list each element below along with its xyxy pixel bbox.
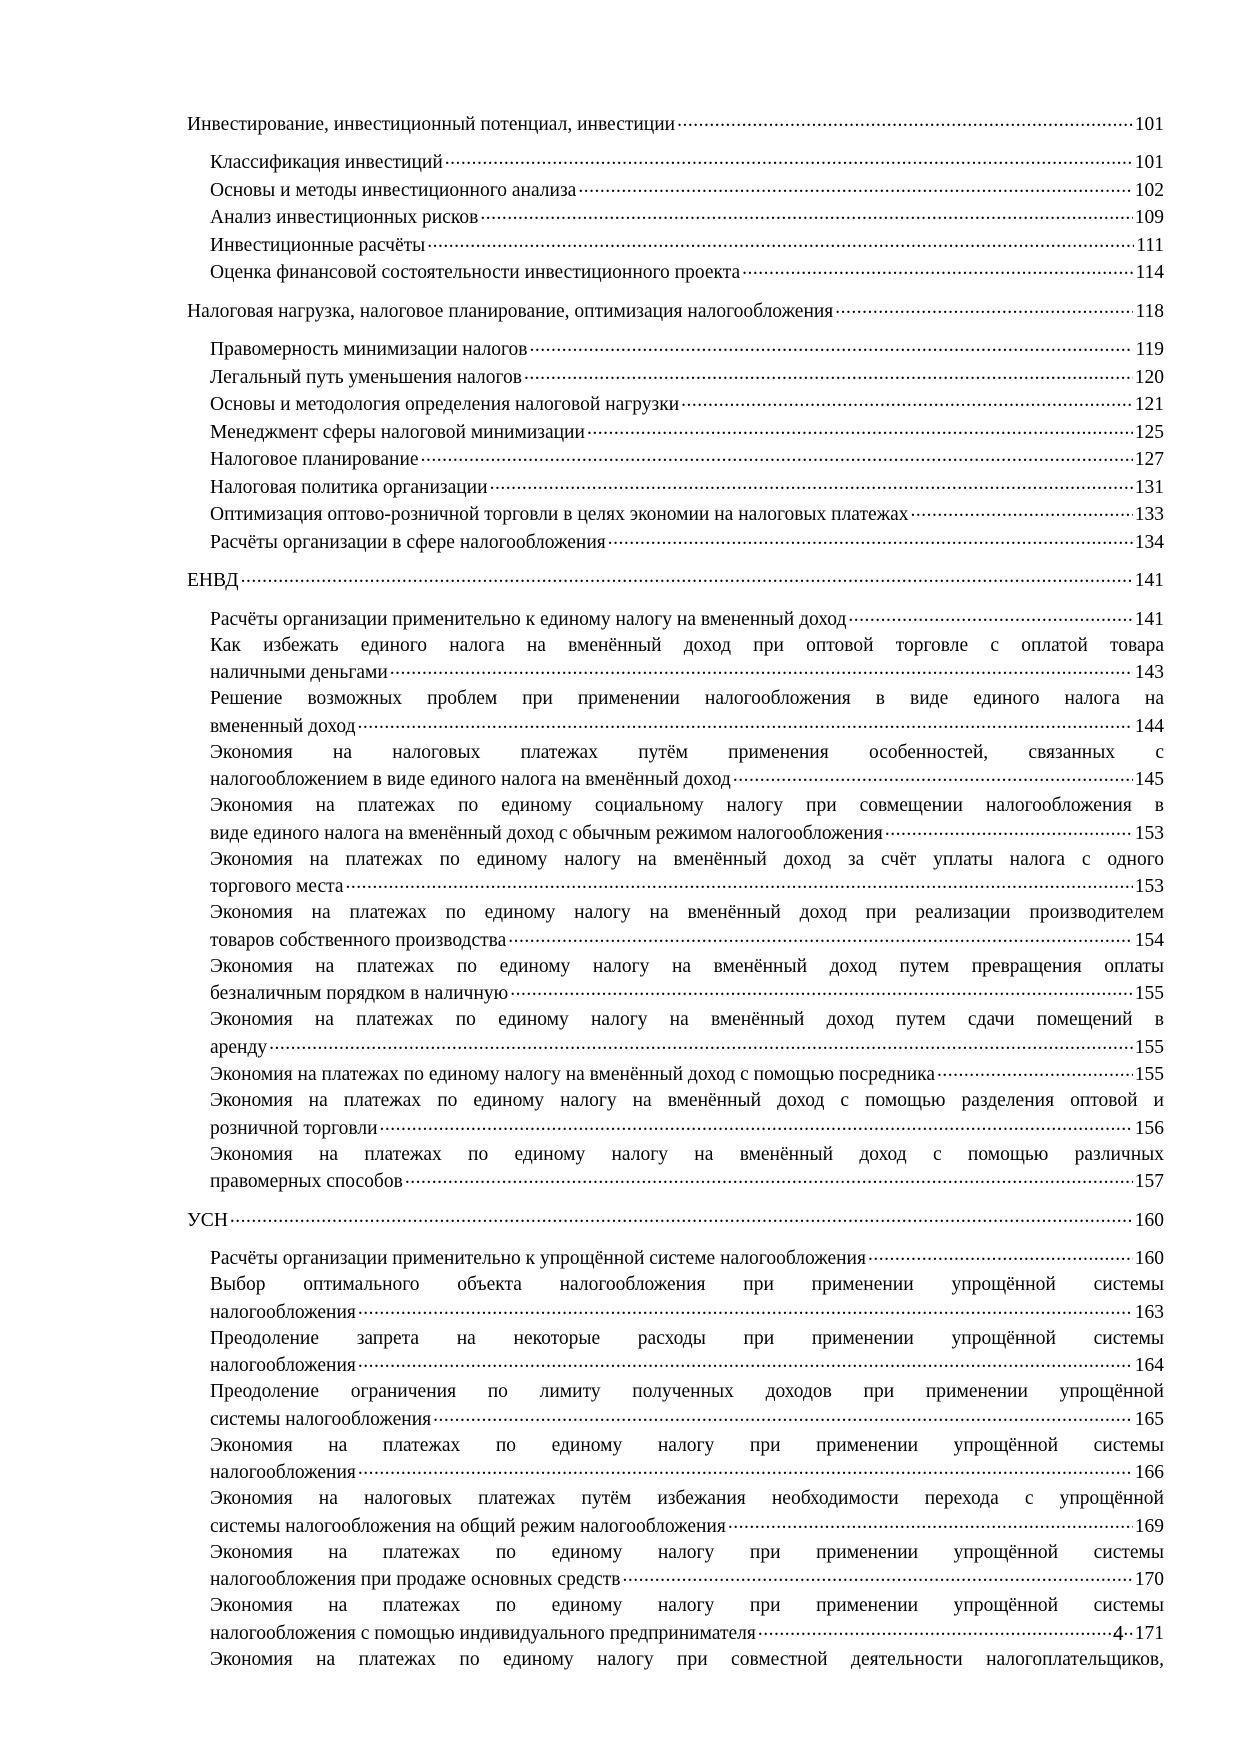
toc-entry-lead-line: Экономия на платежах по единому налогу при применении упрощённой системы <box>210 1541 1164 1563</box>
toc-page-number: 153 <box>1134 876 1164 897</box>
toc-entry[interactable] <box>187 793 1164 847</box>
toc-entry-title: налогообложения при продаже основных средств <box>210 1569 621 1590</box>
toc-entry-title: налогообложения <box>210 1355 356 1376</box>
toc-entry[interactable] <box>187 633 1164 687</box>
toc-leader-dots <box>445 149 1133 169</box>
toc-leader-dots <box>885 819 1133 839</box>
toc-entry[interactable] <box>187 1540 1164 1594</box>
toc-leader-dots <box>358 1298 1133 1318</box>
toc-section[interactable] <box>187 297 1164 325</box>
toc-page-number: 111 <box>1136 234 1164 256</box>
toc-leader-dots <box>937 1061 1133 1081</box>
toc-leader-dots <box>623 1566 1133 1586</box>
toc-page-number: 166 <box>1134 1462 1164 1483</box>
toc-entry-title: Основы и методология определения налоговой нагрузки <box>210 394 680 415</box>
toc-page-number: 133 <box>1134 504 1164 525</box>
toc-section[interactable] <box>187 1206 1164 1234</box>
toc-entry-lead-line: Экономия на налоговых платежах путём применения особенностей, связанных с <box>210 741 1164 763</box>
toc-entry[interactable] <box>187 740 1164 794</box>
toc-entry-title: аренду <box>210 1036 268 1058</box>
toc-entry[interactable] <box>187 391 1164 419</box>
toc-page-number: 153 <box>1134 822 1164 844</box>
toc-page-number: 109 <box>1134 207 1164 228</box>
toc-page-number: 145 <box>1134 769 1164 790</box>
toc-page-number: 163 <box>1134 1301 1164 1323</box>
toc-page-number: 155 <box>1134 983 1164 1004</box>
toc-entry-lead-line: Выбор оптимального объекта налогообложения при применении упрощённой системы <box>210 1274 1164 1295</box>
toc-leader-dots <box>390 659 1133 679</box>
toc-page-number: 154 <box>1134 929 1164 951</box>
toc-leader-dots <box>358 1352 1133 1372</box>
toc-entry[interactable] <box>187 1088 1164 1142</box>
toc-entry[interactable] <box>187 1593 1164 1647</box>
toc-entry[interactable] <box>187 259 1164 287</box>
toc-entry-lead-line: Экономия на платежах по единому налогу на вменённый доход с помощью разделения оптовой и <box>210 1090 1164 1111</box>
toc-entry-title: Анализ инвестиционных рисков <box>210 207 479 228</box>
toc-entry-lead-line: Преодоление ограничения по лимиту полученных доходов при применении упрощённой <box>210 1381 1164 1402</box>
toc-leader-dots <box>728 1512 1133 1532</box>
toc-entry-lead-line: Преодоление запрета на некоторые расходы при применении упрощённой системы <box>210 1327 1164 1349</box>
toc-leader-dots <box>480 204 1132 224</box>
toc-page-number: 141 <box>1134 608 1164 630</box>
toc-entry[interactable] <box>187 446 1164 474</box>
toc-leader-dots <box>578 176 1132 196</box>
toc-entry-title: розничной торговли <box>210 1117 378 1139</box>
toc-entry[interactable] <box>187 418 1164 446</box>
toc-entry-title: Правомерность минимизации налогов <box>210 339 528 360</box>
toc-entry-lead-line: Экономия на платежах по единому социальному налогу при совмещении налогообложения в <box>210 795 1164 816</box>
table-of-contents <box>187 110 1164 1673</box>
toc-entry[interactable] <box>187 686 1164 740</box>
toc-entry-title: Экономия на платежах по единому налогу на вменённый доход с помощью посредника <box>210 1064 935 1085</box>
toc-page-number: 101 <box>1134 152 1164 173</box>
toc-leader-dots <box>911 501 1133 521</box>
toc-page-number: 119 <box>1135 339 1164 360</box>
toc-leader-dots <box>346 873 1133 893</box>
toc-page-number: 160 <box>1134 1248 1164 1269</box>
toc-entry-title: торгового места <box>210 876 344 897</box>
toc-leader-dots <box>241 567 1133 587</box>
toc-leader-dots <box>529 336 1133 356</box>
toc-entry[interactable] <box>187 149 1164 177</box>
toc-entry-lead-line: Экономия на налоговых платежах путём избежания необходимости перехода с упрощённой <box>210 1488 1164 1509</box>
toc-page-number: 143 <box>1134 662 1164 683</box>
toc-page-number: 141 <box>1134 570 1164 591</box>
toc-page-number: 101 <box>1134 113 1164 135</box>
toc-page-number: 114 <box>1135 262 1164 283</box>
toc-page-number: 125 <box>1134 421 1164 443</box>
toc-entry[interactable] <box>187 1142 1164 1196</box>
toc-leader-dots <box>742 259 1133 279</box>
toc-entry-title: налогообложения <box>210 1462 356 1483</box>
toc-entry[interactable] <box>187 1007 1164 1061</box>
toc-entry[interactable] <box>187 1647 1164 1673</box>
toc-entry-title: Расчёты организации применительно к единому налогу на вмененный доход <box>210 608 847 630</box>
toc-section[interactable] <box>187 567 1164 595</box>
toc-leader-dots <box>677 110 1133 130</box>
toc-page-number: 155 <box>1134 1036 1164 1058</box>
toc-leader-dots <box>269 1033 1133 1053</box>
toc-entry[interactable] <box>187 363 1164 391</box>
toc-entry[interactable] <box>187 1272 1164 1326</box>
toc-section[interactable] <box>187 110 1164 138</box>
toc-leader-dots <box>405 1168 1133 1188</box>
toc-page-number: 164 <box>1134 1355 1164 1376</box>
toc-entry[interactable] <box>187 1245 1164 1273</box>
toc-page-number: 165 <box>1134 1408 1164 1430</box>
toc-entry-title: Легальный путь уменьшения налогов <box>210 366 522 388</box>
toc-page-number: 127 <box>1134 449 1164 470</box>
toc-entry-title: виде единого налога на вменённый доход с обычным режимом налогообложения <box>210 822 883 844</box>
toc-page-number: 156 <box>1134 1117 1164 1139</box>
toc-entry-title: налогообложением в виде единого налога на вменённый доход <box>210 769 731 790</box>
toc-page-number: 171 <box>1134 1622 1164 1644</box>
toc-page-number: 144 <box>1134 715 1164 737</box>
toc-entry[interactable] <box>187 847 1164 901</box>
toc-page-number: 102 <box>1134 179 1164 201</box>
toc-entry-title: Оптимизация оптово-розничной торговли в целях экономии на налоговых платежах <box>210 504 909 525</box>
toc-entry-title: Классификация инвестиций <box>210 152 443 173</box>
toc-entry-lead-line: Экономия на платежах по единому налогу на вменённый доход путем сдачи помещений в <box>210 1009 1164 1030</box>
toc-leader-dots <box>421 446 1133 466</box>
toc-entry-title: Основы и методы инвестиционного анализа <box>210 179 577 201</box>
toc-entry-lead-line: Экономия на платежах по единому налогу при применении упрощённой системы <box>210 1434 1164 1456</box>
toc-entry-title: Налоговое планирование <box>210 449 419 470</box>
toc-page-number: 131 <box>1134 476 1164 498</box>
toc-leader-dots <box>508 926 1132 946</box>
toc-entry-lead-line: Экономия на платежах по единому налогу при применении упрощённой системы <box>210 1595 1164 1616</box>
page-number: 4 <box>1113 1621 1124 1645</box>
toc-entry-title: безналичным порядком в наличную <box>210 983 509 1004</box>
toc-entry[interactable] <box>187 204 1164 232</box>
toc-entry-title: Менеджмент сферы налоговой минимизации <box>210 421 585 443</box>
toc-leader-dots <box>510 980 1133 1000</box>
toc-leader-dots <box>358 1459 1133 1479</box>
toc-leader-dots <box>733 766 1133 786</box>
toc-entry-lead-line: Экономия на платежах по единому налогу на вменённый доход путем превращения оплаты <box>210 955 1164 977</box>
toc-page-number: 155 <box>1134 1064 1164 1085</box>
toc-leader-dots <box>587 418 1133 438</box>
toc-leader-dots <box>608 528 1133 548</box>
toc-page-number: 170 <box>1134 1569 1164 1590</box>
toc-leader-dots <box>868 1245 1133 1265</box>
toc-section-title: ЕНВД <box>187 570 239 591</box>
toc-leader-dots <box>681 391 1133 411</box>
toc-page-number: 160 <box>1134 1209 1164 1231</box>
toc-entry[interactable] <box>187 176 1164 204</box>
toc-entry[interactable] <box>187 231 1164 259</box>
toc-leader-dots <box>358 712 1133 732</box>
toc-entry-title: Инвестиционные расчёты <box>210 234 426 256</box>
toc-entry-lead-line: Экономия на платежах по единому налогу на вменённый доход с помощью различных <box>210 1143 1164 1165</box>
toc-entry-title: Расчёты организации в сфере налогообложения <box>210 531 606 553</box>
toc-entry-lead-line: Как избежать единого налога на вменённый доход при оптовой торговле с оплатой товара <box>210 634 1164 656</box>
toc-entry-title: системы налогообложения на общий режим налогообложения <box>210 1515 726 1537</box>
toc-leader-dots <box>427 231 1134 251</box>
toc-entry-title: системы налогообложения <box>210 1408 432 1430</box>
toc-leader-dots <box>848 605 1132 625</box>
toc-entry[interactable] <box>187 900 1164 954</box>
toc-entry[interactable] <box>187 1486 1164 1540</box>
toc-leader-dots <box>230 1206 1133 1226</box>
toc-entry-lead-line: Экономия на платежах по единому налогу на вменённый доход при реализации производителем <box>210 902 1164 923</box>
toc-entry[interactable] <box>187 528 1164 556</box>
toc-page-number: 121 <box>1134 394 1164 415</box>
toc-page-number: 134 <box>1134 531 1164 553</box>
toc-entry[interactable] <box>187 1061 1164 1089</box>
toc-page-number: 120 <box>1134 366 1164 388</box>
toc-entry-title: правомерных способов <box>210 1171 403 1192</box>
toc-entry[interactable] <box>187 1433 1164 1487</box>
toc-entry[interactable] <box>187 473 1164 501</box>
toc-entry[interactable] <box>187 1379 1164 1433</box>
toc-entry-title: налогообложения с помощью индивидуального предпринимателя <box>210 1622 756 1644</box>
toc-leader-dots <box>490 473 1133 493</box>
toc-entry[interactable] <box>187 501 1164 529</box>
toc-entry-title: Расчёты организации применительно к упрощённой системе налогообложения <box>210 1248 866 1269</box>
toc-entry-title: налогообложения <box>210 1301 356 1323</box>
toc-leader-dots <box>758 1619 1133 1639</box>
toc-leader-dots <box>524 363 1133 383</box>
toc-entry-lead-line: Экономия на платежах по единому налогу при совместной деятельности налогоплательщиков, <box>210 1648 1164 1670</box>
toc-entry[interactable] <box>187 1326 1164 1380</box>
toc-entry-title: товаров собственного производства <box>210 929 507 951</box>
toc-leader-dots <box>433 1405 1133 1425</box>
toc-entry-lead-line: Экономия на платежах по единому налогу на вменённый доход за счёт уплаты налога с одного <box>210 848 1164 870</box>
toc-leader-dots <box>835 297 1133 317</box>
toc-entry-lead-line: Решение возможных проблем при применении налогообложения в виде единого налога на <box>210 688 1164 709</box>
toc-entry[interactable] <box>187 336 1164 364</box>
toc-section-title: УСН <box>187 1209 228 1231</box>
toc-section-title: Налоговая нагрузка, налоговое планирование, оптимизация налогообложения <box>187 300 834 322</box>
toc-leader-dots <box>380 1114 1133 1134</box>
toc-entry-title: Налоговая политика организации <box>210 476 488 498</box>
toc-page-number: 157 <box>1134 1171 1164 1192</box>
toc-section-title: Инвестирование, инвестиционный потенциал, инвестиции <box>187 113 676 135</box>
toc-entry[interactable] <box>187 605 1164 633</box>
toc-entry-title: вмененный доход <box>210 715 356 737</box>
toc-page-number: 169 <box>1134 1515 1164 1537</box>
toc-entry-title: Оценка финансовой состоятельности инвестиционного проекта <box>210 262 741 283</box>
toc-entry-title: наличными деньгами <box>210 662 388 683</box>
toc-entry[interactable] <box>187 954 1164 1008</box>
toc-page-number: 118 <box>1135 300 1164 322</box>
